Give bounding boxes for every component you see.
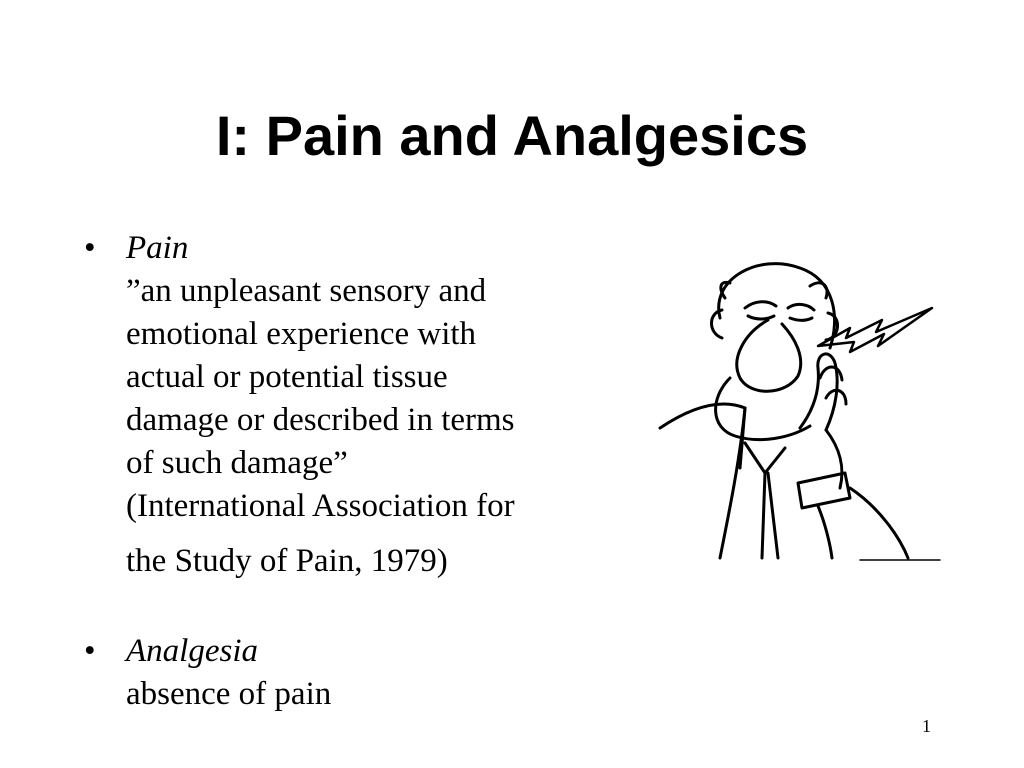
citation-line: the Study of Pain, 1979) [126, 543, 448, 579]
slide-title: I: Pain and Analgesics [215, 104, 809, 167]
citation-line: (International Association for [126, 488, 515, 524]
definition-line: actual or potential tissue [126, 359, 448, 395]
page-number: 1 [922, 716, 931, 736]
term-pain: Pain [126, 230, 189, 266]
bullet-marker: • [84, 633, 96, 669]
definition-line: damage or described in terms [126, 402, 515, 438]
man-with-toothache-cartoon-icon [650, 258, 950, 568]
term-analgesia: Analgesia [126, 633, 258, 669]
definition-line: absence of pain [126, 676, 332, 712]
bullet-body [126, 227, 626, 583]
definition-line: of such damage” [126, 445, 348, 481]
bullet-marker: • [84, 230, 96, 266]
definition-line: ”an unpleasant sensory and [126, 273, 487, 309]
definition-line: emotional experience with [126, 316, 477, 352]
bullet-body [126, 630, 626, 716]
